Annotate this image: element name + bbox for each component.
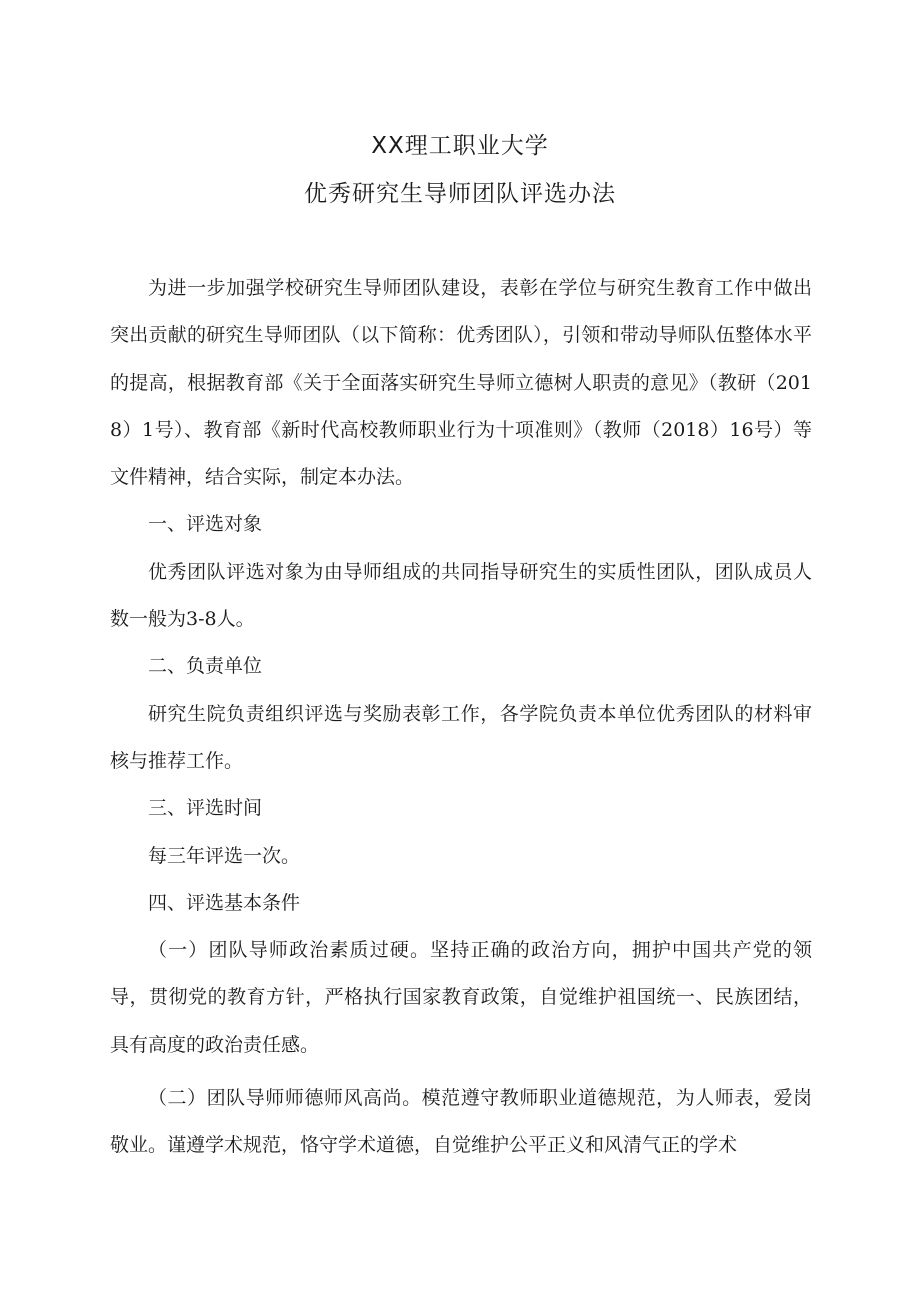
section-heading-4: 四、评选基本条件 (148, 891, 301, 914)
section-heading-3: 三、评选时间 (148, 797, 263, 820)
section-heading-2: 二、负责单位 (148, 655, 263, 678)
condition-item-2: （二）团队导师师德师风高尚。模范遵守教师职业道德规范，为人师表，爱岗敬业。谨遵学术规范，恪守学术道德，自觉维护公平正义和风清气正的学术 (110, 1087, 812, 1157)
section-paragraph-1: 优秀团队评选对象为由导师组成的共同指导研究生的实质性团队，团队成员人数一般为3-8人。 (110, 560, 812, 631)
section-heading-1: 一、评选对象 (148, 513, 263, 536)
document-title-line2: 优秀研究生导师团队评选办法 (304, 181, 616, 207)
section-paragraph-3: 每三年评选一次。 (148, 844, 301, 867)
intro-paragraph: 为进一步加强学校研究生导师团队建设，表彰在学位与研究生教育工作中做出突出贡献的研究生导师团队（以下简称：优秀团队），引领和带动导师队伍整体水平的提高，根据教育部《关于全面落实研究生导师立德树人职责的意见》（教研（2018）1号）、教育部《新时代高校教师职业行为十项准则》（教师（2018）16号）等文件精神，结合实际，制定本办法。 (110, 277, 812, 489)
document-body (110, 265, 812, 1170)
condition-item-1: （一）团队导师政治素质过硬。坚持正确的政治方向，拥护中国共产党的领导，贯彻党的教育方针，严格执行国家教育政策，自觉维护祖国统一、民族团结，具有高度的政治责任感。 (110, 939, 812, 1056)
section-paragraph-2: 研究生院负责组织评选与奖励表彰工作，各学院负责本单位优秀团队的材料审核与推荐工作。 (110, 702, 812, 772)
document-title-line1: XX理工职业大学 (371, 133, 549, 159)
